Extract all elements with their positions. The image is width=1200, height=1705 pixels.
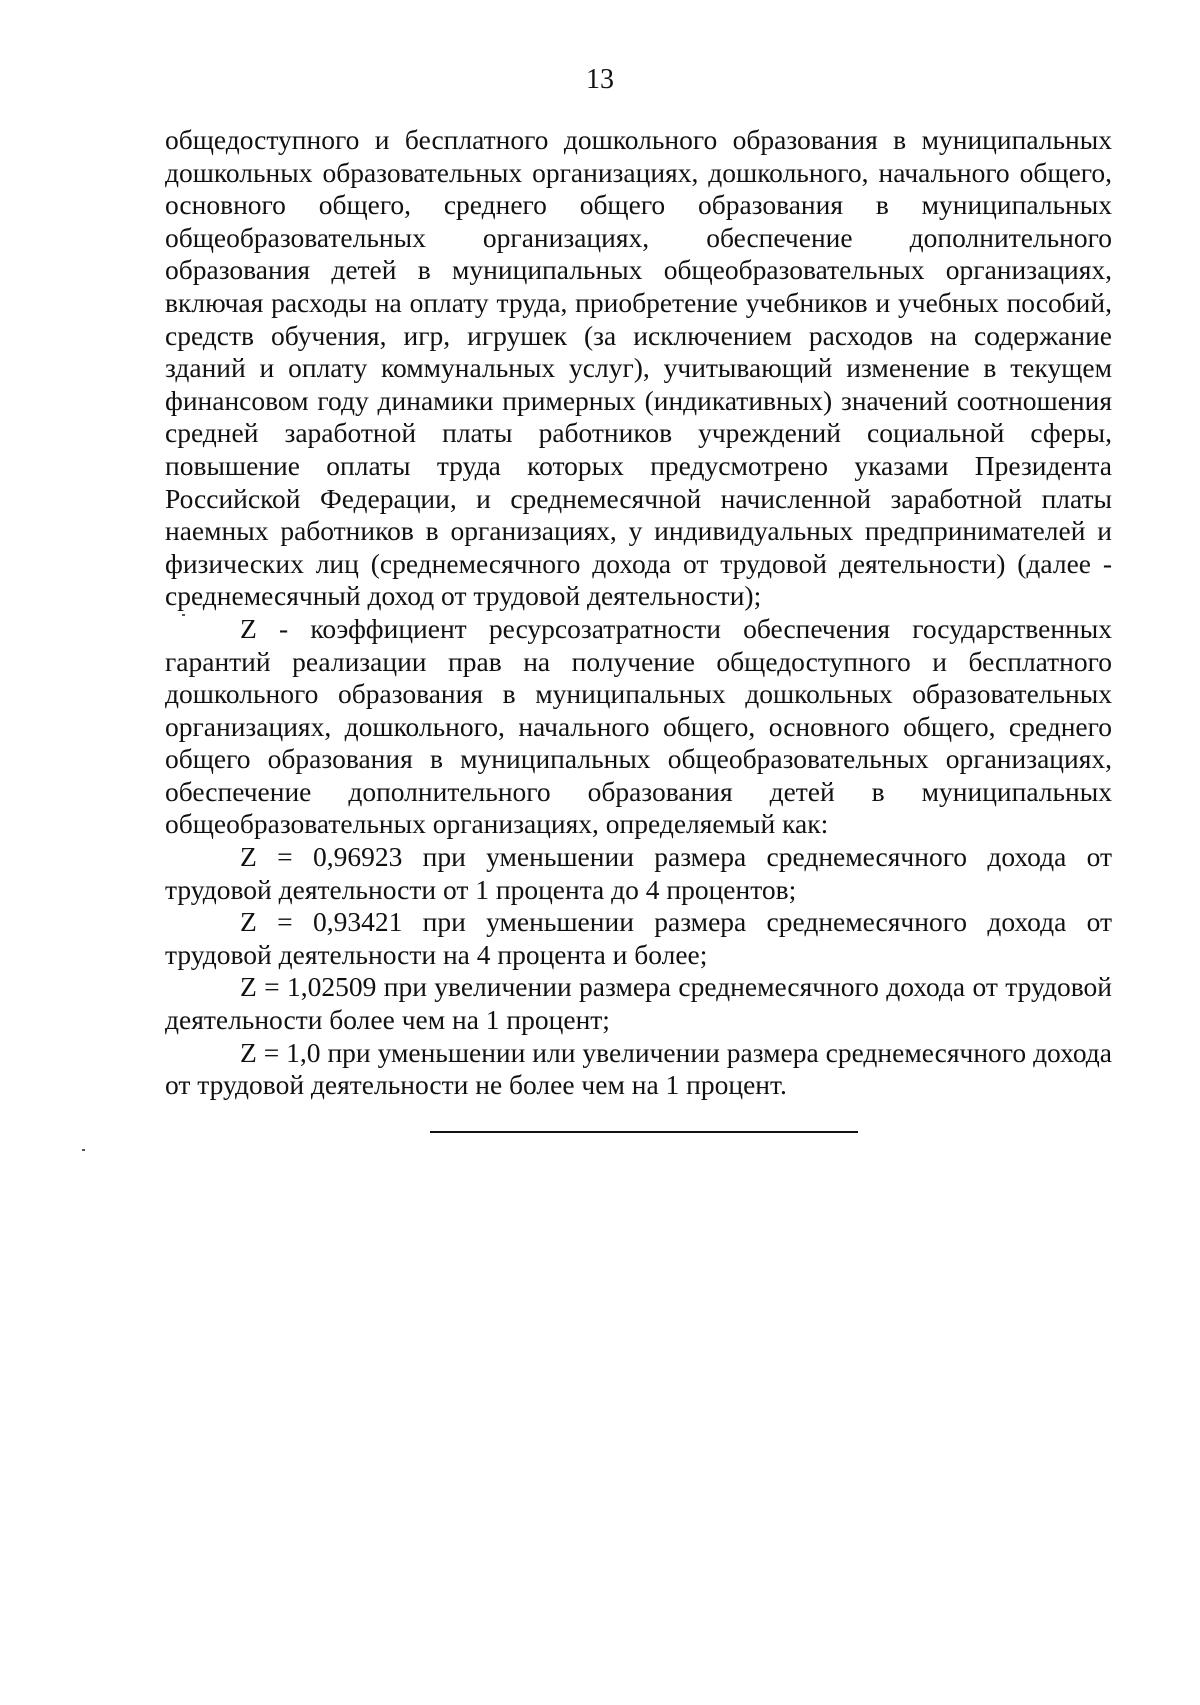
scan-speck	[182, 614, 185, 616]
paragraph-z-value-increase-over-1: Z = 1,02509 при увеличении размера среднемесячного дохода от трудовой деятельности более чем на 1 процент;	[165, 971, 1112, 1036]
end-separator-line	[430, 1131, 858, 1133]
paragraph-z-coefficient-definition: Z - коэффициент ресурсозатратности обеспечения государственных гарантий реализации прав на получение общедоступного и бесплатного дошкольного образования в муниципальных дошкольных образовательных организациях, дошкольного, начального общего, основного общего, среднего общего образования в муниципальных общеобразовательных организациях, обеспечение дополнительного образования детей в муниципальных общеобразовательных организациях, определяемый как:	[165, 612, 1112, 840]
document-body	[165, 124, 1112, 1102]
paragraph-z-value-decrease-1-4: Z = 0,96923 при уменьшении размера среднемесячного дохода от трудовой деятельности от 1 процента до 4 процентов;	[165, 841, 1112, 905]
paragraph-z-value-within-1: Z = 1,0 при уменьшении или увеличении размера среднемесячного дохода от трудовой деятельности не более чем на 1 процент.	[165, 1036, 1112, 1101]
scan-speck	[82, 1149, 85, 1151]
page-number: 13	[586, 64, 614, 95]
paragraph-z-value-decrease-4-plus: Z = 0,93421 при уменьшении размера среднемесячного дохода от трудовой деятельности на 4 процента и более;	[165, 906, 1112, 970]
paragraph-continuation: общедоступного и бесплатного дошкольного образования в муниципальных дошкольных образовательных организациях, дошкольного, начального общего, основного общего, среднего общего образования в муниципальных общеобразовательных организациях, обеспечение дополнительного образования детей в муниципальных общеобразовательных организациях, включая расходы на оплату труда, приобретение учебников и учебных пособий, средств обучения, игр, игрушек (за исключением расходов на содержание зданий и оплату коммунальных услуг), учитывающий изменение в текущем финансовом году динамики примерных (индикативных) значений соотношения средней заработной платы работников учреждений социальной сферы, повышение оплаты труда которых предусмотрено указами Президента Российской Федерации, и среднемесячной начисленной заработной платы наемных работников в организациях, у индивидуальных предпринимателей и физических лиц (среднемесячного дохода от трудовой деятельности) (далее - среднемесячный доход от трудовой деятельности);	[165, 124, 1112, 612]
